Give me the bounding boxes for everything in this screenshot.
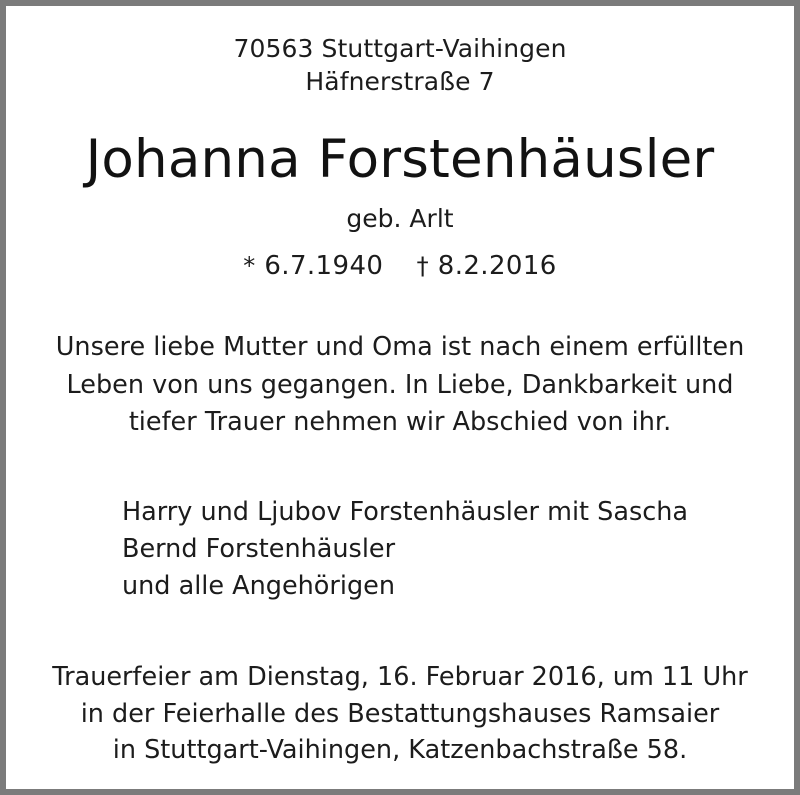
memorial-message [40, 329, 760, 441]
address-line-street: Häfnerstraße 7 [305, 67, 495, 96]
message-line: tiefer Trauer nehmen wir Abschied von ihr. [128, 407, 672, 438]
message-line: Leben von uns gegangen. In Liebe, Dankbarkeit und [66, 369, 734, 400]
address-line-city: 70563 Stuttgart-Vaihingen [233, 34, 567, 63]
service-line: in Stuttgart-Vaihingen, Katzenbachstraße 58. [112, 735, 688, 766]
survivor-line: Harry und Ljubov Forstenhäusler mit Sascha [121, 496, 689, 527]
maiden-name: geb. Arlt [346, 204, 454, 234]
funeral-service-details [40, 659, 760, 770]
message-line: Unsere liebe Mutter und Oma ist nach einem erfüllten [55, 332, 745, 363]
name-block [40, 129, 760, 282]
service-line: in der Feierhalle des Bestattungshauses Ramsaier [80, 698, 720, 729]
death-date: 8.2.2016 [437, 251, 557, 282]
survivors-list [112, 494, 688, 605]
survivor-line: und alle Angehörigen [121, 570, 396, 601]
death-symbol: † [416, 252, 430, 281]
birth-symbol: * [243, 252, 256, 281]
survivor-line: Bernd Forstenhäusler [121, 533, 396, 564]
birth-date: 6.7.1940 [264, 251, 384, 282]
deceased-name: Johanna Forstenhäusler [85, 129, 715, 190]
life-dates [40, 251, 760, 281]
address-block [40, 32, 760, 98]
service-line: Trauerfeier am Dienstag, 16. Februar 2016, um 11 Uhr [52, 661, 748, 692]
